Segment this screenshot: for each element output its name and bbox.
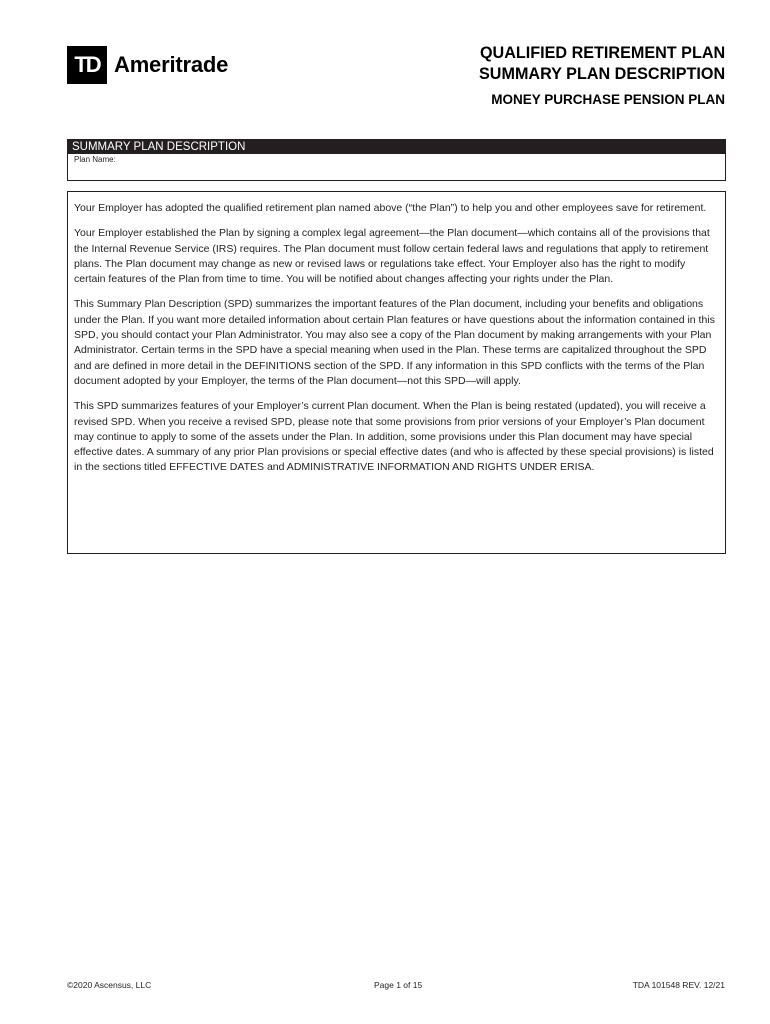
title-line-2: SUMMARY PLAN DESCRIPTION bbox=[478, 65, 725, 83]
summary-plan-description-section bbox=[67, 139, 726, 554]
paragraph-spd-summary: This Summary Plan Description (SPD) summarizes the important features of the Plan document, including your benefits and obligations under the Plan. If you want more detailed information about certain Plan features or have questions about the information contained in this SPD, you should contact your Plan Administrator. You may also see a copy of the Plan document by making arrangements with your Plan Administrator. Certain terms in the SPD have a special meaning when used in the Plan. These terms are capitalized throughout the SPD and are defined in more detail in the DEFINITIONS section of the SPD. If any information in this SPD conflicts with the terms of the Plan document adopted by your Employer, the terms of the Plan document—not this SPD—will apply. bbox=[74, 298, 715, 387]
plan-name-field[interactable] bbox=[67, 154, 726, 181]
td-logo-mark: TD bbox=[67, 46, 107, 84]
td-ameritrade-logo bbox=[67, 46, 228, 84]
document-subtitle: MONEY PURCHASE PENSION PLAN bbox=[491, 92, 725, 107]
footer-page-number: Page 1 of 15 bbox=[374, 980, 423, 990]
paragraph-intro: Your Employer has adopted the qualified retirement plan named above (“the Plan”) to help you and other employees save for retirement. bbox=[74, 202, 707, 214]
document-title-block bbox=[474, 43, 725, 108]
footer-copyright: ©2020 Ascensus, LLC bbox=[67, 980, 152, 990]
paragraph-plan-document: Your Employer established the Plan by signing a complex legal agreement—the Plan document—which contains all of the provisions that the Internal Revenue Service (IRS) requires. The Plan document must follow certain federal laws and regulations that apply to retirement plans. The Plan document may change as new or revised laws or regulations take effect. Your Employer also has the right to modify certain features of the Plan from time to time. You will be notified about changes affecting your rights under the Plan. bbox=[74, 227, 710, 286]
title-line-1: QUALIFIED RETIREMENT PLAN bbox=[479, 44, 725, 62]
footer-form-id: TDA 101548 REV. 12/21 bbox=[632, 980, 725, 990]
section-heading: SUMMARY PLAN DESCRIPTION bbox=[67, 139, 726, 154]
body-text-box bbox=[67, 191, 726, 554]
paragraph-restatement: This SPD summarizes features of your Employer’s current Plan document. When the Plan is being restated (updated), you will receive a revised SPD. When you receive a revised SPD, please note that some provisions from prior versions of your Employer’s Plan document may continue to apply to some of the assets under the Plan. In addition, some provisions under this Plan document may have special effective dates. A summary of any prior Plan provisions or special effective dates (and who is affected by these special provisions) is listed in the sections titled EFFECTIVE DATES and ADMINISTRATIVE INFORMATION AND RIGHTS UNDER ERISA. bbox=[74, 400, 714, 474]
ameritrade-wordmark: Ameritrade bbox=[114, 52, 229, 77]
plan-name-label: Plan Name: bbox=[74, 155, 116, 164]
